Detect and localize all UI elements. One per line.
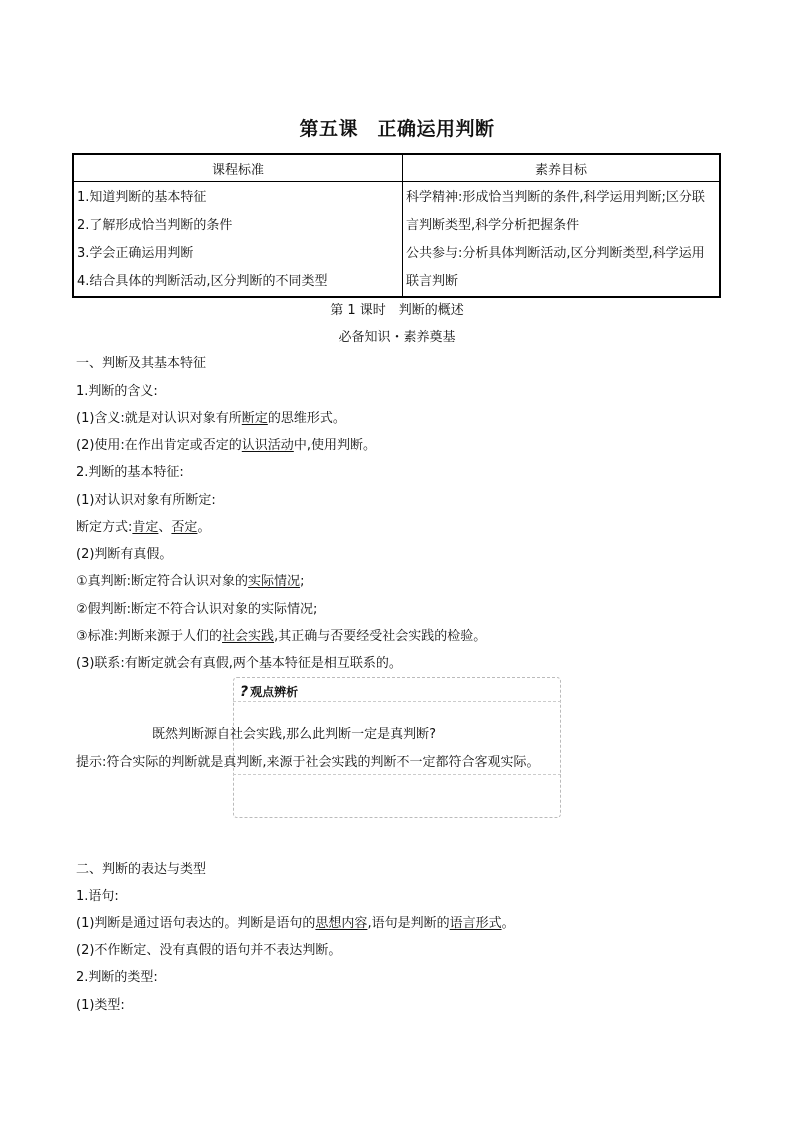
paragraph: (3)联系:有断定就会有真假,两个基本特征是相互联系的。 — [76, 656, 402, 671]
goal-item: 科学精神:形成恰当判断的条件,科学运用判断;区分联言判断类型,科学分析把握条件 — [406, 190, 705, 233]
paragraph: (2)判断有真假。 — [76, 547, 173, 562]
goals-cell — [403, 182, 721, 298]
section-banner: 必备知识・素养奠基 — [338, 330, 456, 345]
paragraph: ①真判断:断定符合认识对象的实际情况; — [76, 574, 305, 589]
callout-hint: 提示:符合实际的判断就是真判断,来源于社会实践的判断不一定都符合客观实际。 — [76, 755, 540, 770]
standards-cell — [73, 182, 403, 298]
paragraph: (2)使用:在作出肯定或否定的认识活动中,使用判断。 — [76, 438, 376, 453]
paragraph: (1)判断是通过语句表达的。判断是语句的思想内容,语句是判断的语言形式。 — [76, 916, 515, 931]
standards-table — [72, 153, 721, 298]
paragraph: (2)不作断定、没有真假的语句并不表达判断。 — [76, 943, 342, 958]
standard-item: 2.了解形成恰当判断的条件 — [77, 218, 233, 233]
paragraph: (1)对认识对象有所断定: — [76, 493, 216, 508]
paragraph: 1.语句: — [76, 889, 119, 904]
paragraph: (1)类型: — [76, 998, 125, 1013]
section-heading-2: 二、判断的表达与类型 — [76, 862, 207, 877]
callout-header — [240, 683, 298, 700]
paragraph: 2.判断的类型: — [76, 970, 158, 985]
callout-question: 既然判断源自社会实践,那么此判断一定是真判断? — [152, 727, 437, 742]
answer-blank: 肯定 — [132, 520, 159, 535]
callout-label: 观点辨析 — [250, 685, 299, 699]
callout-divider — [233, 701, 561, 703]
callout-divider — [233, 774, 561, 776]
paragraph: 2.判断的基本特征: — [76, 465, 184, 480]
page-title: 第五课 正确运用判断 — [299, 118, 495, 140]
question-mark-icon: ? — [240, 684, 249, 700]
answer-blank: 语言形式 — [449, 916, 502, 931]
answer-blank: 社会实践 — [222, 629, 275, 644]
paragraph: ②假判断:断定不符合认识对象的实际情况; — [76, 602, 318, 617]
answer-blank: 否定 — [171, 520, 198, 535]
section-heading-1: 一、判断及其基本特征 — [76, 356, 207, 371]
table-header-standards: 课程标准 — [73, 154, 403, 182]
goal-item: 公共参与:分析具体判断活动,区分判断类型,科学运用联言判断 — [406, 246, 705, 289]
standard-item: 1.知道判断的基本特征 — [77, 190, 207, 205]
answer-blank: 断定 — [241, 411, 268, 426]
paragraph: 1.判断的含义: — [76, 384, 158, 399]
answer-blank: 思想内容 — [315, 916, 368, 931]
paragraph: 断定方式:肯定、否定。 — [76, 520, 211, 535]
table-header-goals: 素养目标 — [403, 154, 721, 182]
answer-blank: 实际情况 — [248, 574, 301, 589]
lesson-title: 第 1 课时 判断的概述 — [330, 303, 464, 318]
paragraph: (1)含义:就是对认识对象有所断定的思维形式。 — [76, 411, 346, 426]
standard-item: 4.结合具体的判断活动,区分判断的不同类型 — [77, 274, 328, 289]
answer-blank: 认识活动 — [241, 438, 294, 453]
paragraph: ③标准:判断来源于人们的社会实践,其正确与否要经受社会实践的检验。 — [76, 629, 487, 644]
standard-item: 3.学会正确运用判断 — [77, 246, 194, 261]
